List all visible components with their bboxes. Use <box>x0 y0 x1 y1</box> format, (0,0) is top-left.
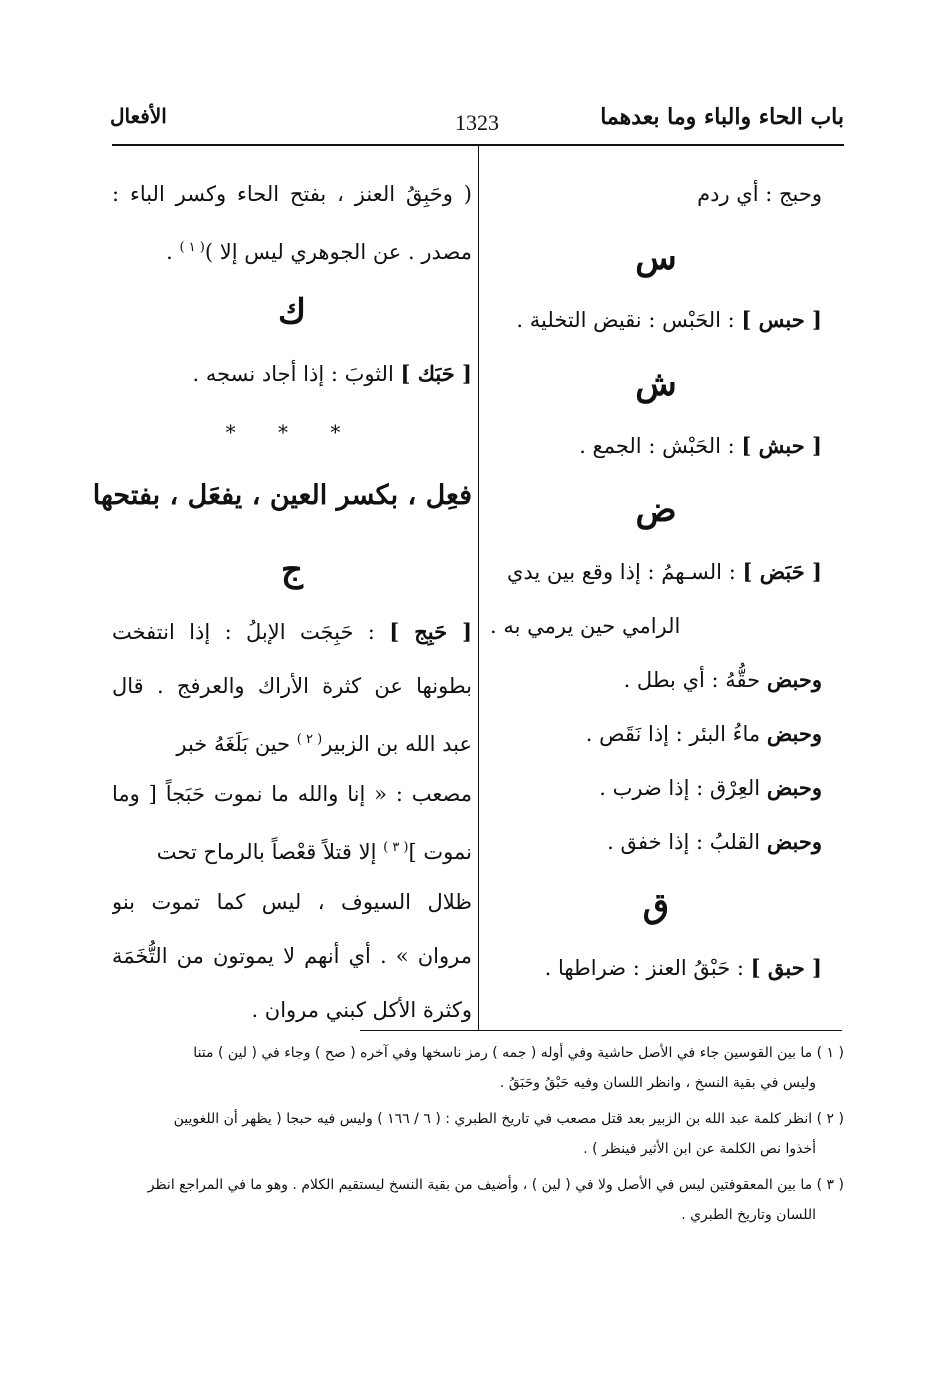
entry-habij-line2: بطونها عن كثرة الأراك والعرفج . قال <box>112 674 472 698</box>
letter-heading-jim: ج <box>281 550 303 590</box>
footnote-1 <box>112 1040 844 1100</box>
footnote-ref-1[interactable]: ( ١ ) <box>179 240 205 255</box>
entry-habq <box>490 946 822 1000</box>
footnote-3 <box>112 1172 844 1232</box>
footnote-2-line2: أخذوا نص الكلمة عن ابن الأثير فينظر ) . <box>583 1141 816 1157</box>
letter-heading-qaf: ق <box>642 886 670 926</box>
entry-habij-line8: وكثرة الأكل كبني مروان . <box>251 998 472 1022</box>
entry-text: : الحَبْش : الجمع . <box>579 434 742 458</box>
chapter-title: باب الحاء والباء وما بعدهما <box>600 104 844 130</box>
column-divider <box>478 146 479 1030</box>
entry-habs <box>490 298 822 352</box>
entry-head: وحبض <box>766 829 822 854</box>
entry-head: [ حبق ] <box>750 955 822 980</box>
entry-habd-cont: الرامي حين يرمي به . <box>490 614 681 638</box>
entry-head: [ حَبِج ] <box>389 619 472 644</box>
letter-heading-kaf: ك <box>277 292 307 332</box>
letter-heading-dad: ض <box>635 490 677 530</box>
entry-habd-ma <box>490 712 822 766</box>
entry-head: [ حَبَض ] <box>742 559 822 584</box>
entry-head: [ حبش ] <box>741 433 822 458</box>
entry-text: : السـهمُ : إذا وقع بين يدي <box>506 560 743 584</box>
entry-text: العِرْق : إذا ضرب . <box>599 776 767 800</box>
footnote-2 <box>112 1106 844 1166</box>
left-column <box>92 172 472 1042</box>
entry-habij-line5 <box>112 826 472 880</box>
entry-head: وحبض <box>766 775 822 800</box>
entry-text: مصدر . عن الجوهري ليس إلا ) <box>204 240 472 264</box>
entry-text: حين بَلَغَهُ خبر <box>176 732 297 756</box>
entry-text: نموت ] <box>408 840 472 864</box>
footnote-ref-2[interactable]: ( ٢ ) <box>296 732 323 747</box>
page-number: 1323 <box>455 110 499 135</box>
entry-habsh <box>490 424 822 478</box>
entry-text: : حَبْقُ العنز : ضراطها . <box>544 956 751 980</box>
letter-heading-sin: س <box>635 238 677 278</box>
footnotes <box>112 1040 844 1238</box>
entry-habij-line4: مصعب : « إنا والله ما نموت حَبَجاً [ وما <box>112 782 472 806</box>
entry-habd-irq <box>490 766 822 820</box>
footnote-3-line2: اللسان وتاريخ الطبري . <box>681 1207 816 1223</box>
footnote-2-line1: ( ٢ ) انظر كلمة عبد الله بن الزبير بعد قتل مصعب في تاريخ الطبري : ( ٦ / ١٦٦ ) وليس فيه حبجا ( يظهر أن اللغويين <box>173 1111 844 1127</box>
footnote-1-line2: وليس في بقية النسخ ، وانظر اللسان وفيه حَبْقُ وحَبَقُ . <box>499 1075 816 1091</box>
letter-heading-shin: ش <box>635 364 677 404</box>
entry-text: الثوبَ : إذا أجاد نسجه . <box>192 362 401 386</box>
right-column <box>490 172 822 1000</box>
entry-habaj-radm: وحبج : أي ردم <box>697 182 822 206</box>
entry-habd <box>490 550 822 604</box>
entry-head: وحبض <box>766 667 822 692</box>
footnote-3-line1: ( ٣ ) ما بين المعقوفتين ليس في الأصل ولا في ( لين ) ، وأضيف من بقية النسخ ليستقيم الكلام . وهو ما في المراجع انظر <box>147 1177 844 1193</box>
entry-text: : حَبِجَت الإبلُ : إذا انتفخت <box>112 620 390 644</box>
entry-habiq-line2 <box>112 226 472 280</box>
section-title: الأفعال <box>110 104 167 128</box>
footnote-rule <box>360 1030 842 1031</box>
entry-text: إلا قتلاً قعْصاً بالرماح تحت <box>156 840 384 864</box>
entry-habiq-line1: ( وحَبِقُ العنز ، بفتح الحاء وكسر الباء : <box>112 182 472 206</box>
entry-text-end: . <box>166 240 180 264</box>
page-header <box>110 100 844 142</box>
entry-habd-haqq <box>490 658 822 712</box>
entry-text: عبد الله بن الزبير <box>322 732 472 756</box>
entry-head: [ حَبَك ] <box>400 361 472 386</box>
entry-text: ماءُ البئر : إذا نَقَص . <box>585 722 767 746</box>
entry-habij <box>112 610 472 664</box>
entry-habij-line3 <box>112 718 472 772</box>
entry-habd-qalb <box>490 820 822 874</box>
footnote-ref-3[interactable]: ( ٣ ) <box>383 840 409 855</box>
entry-head: وحبض <box>766 721 822 746</box>
footnote-1-line1: ( ١ ) ما بين القوسين جاء في الأصل حاشية وفي أوله ( جمه ) رمز ناسخها وفي آخره ( صح ) وجاء في ( لين ) متنا <box>193 1045 844 1061</box>
section-separator: * * * <box>225 420 359 444</box>
entry-habk <box>112 352 472 406</box>
entry-text: القلبُ : إذا خفق . <box>607 830 767 854</box>
entry-habij-line6: ظلال السيوف ، ليس كما تموت بنو <box>112 890 472 914</box>
entry-habij-line7: مروان » . أي أنهم لا يموتون من التُّخَمَة <box>112 944 472 968</box>
entry-text: : الحَبْس : نقيض التخلية . <box>516 308 742 332</box>
entry-head: [ حبس ] <box>741 307 822 332</box>
section-heading: فعِل ، بكسر العين ، يفعَل ، بفتحها <box>92 480 472 511</box>
entry-text: حقُّهُ : أي بطل . <box>623 668 767 692</box>
